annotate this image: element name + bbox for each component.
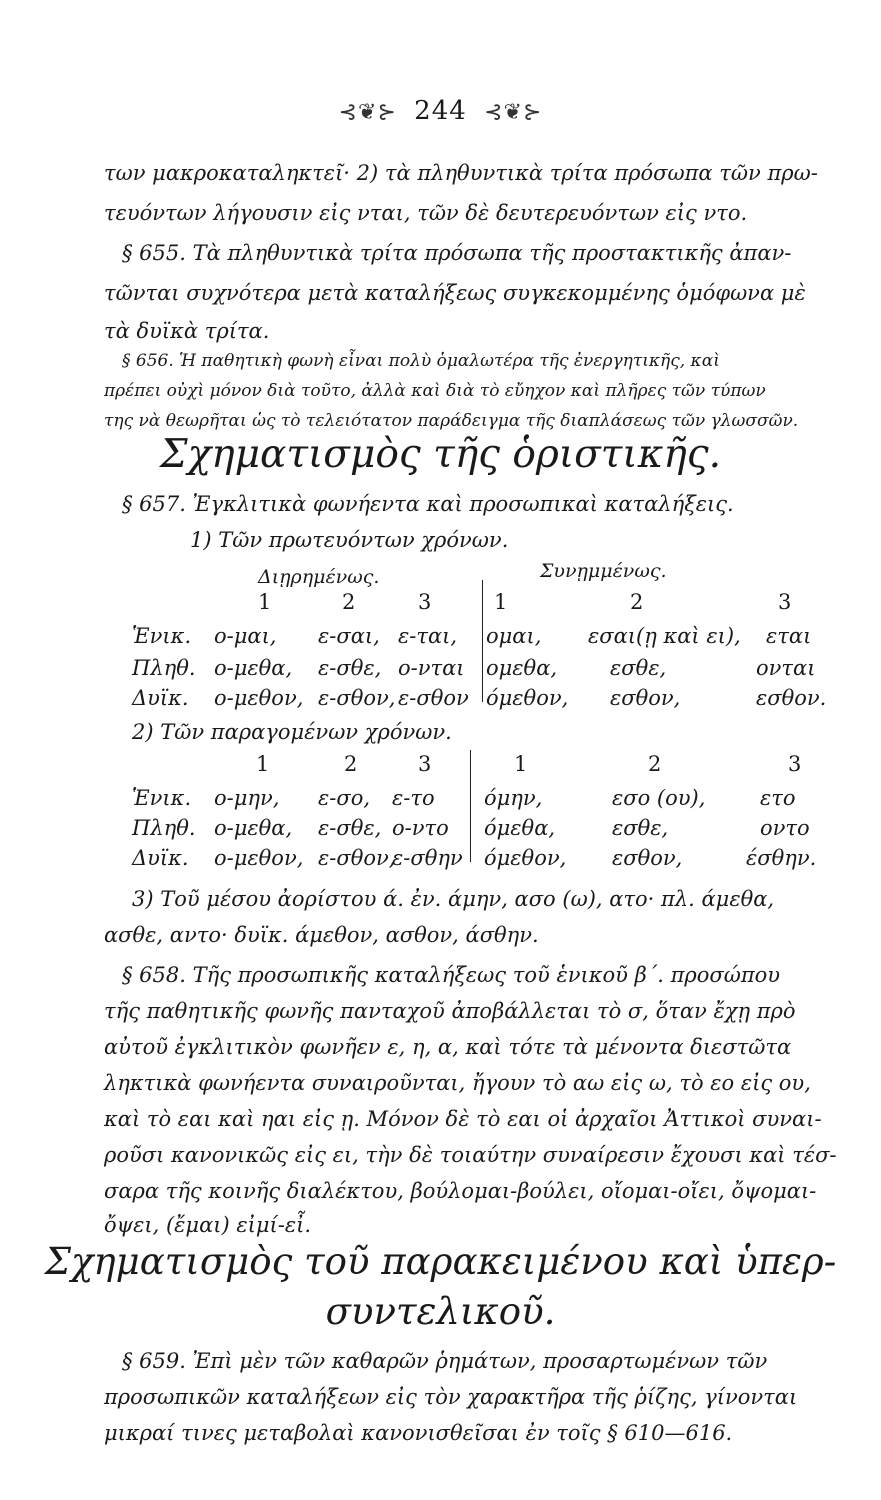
section-heading-perfect-cont: συντελικοῦ. [325,1290,556,1333]
table-cell: εσθον, [612,846,683,870]
person-number: 1 [514,752,528,776]
table-cell: ε-σθην [392,846,463,870]
table-cell: ο-μεθον, [214,686,304,710]
table-cell: εσθε, [612,816,669,840]
table-cell: εσθον. [756,686,827,710]
page-header [0,96,881,126]
column-header-separated: Διῃρημένως. [258,566,380,588]
person-number: 1 [258,590,272,614]
table-cell: όμεθα, [484,816,556,840]
subsection-secondary-tenses: 2) Τῶν παραγομένων χρόνων. [132,720,452,744]
row-label: Πληθ. [132,816,196,840]
body-line: τὰ δυϊκὰ τρίτα. [104,319,270,343]
paragraph-659: § 659. Ἐπὶ μὲν τῶν καθαρῶν ῥημάτων, προσαρτωμένων τῶν [122,1349,768,1373]
section-heading-indicative: Σχηματισμὸς τῆς ὁριστικῆς. [159,432,722,477]
table-cell: ο-μην, [214,786,280,810]
table-cell: ε-σθον [398,686,469,710]
body-line: μικραί τινες μεταβολαὶ κανονισθεῖσαι ἐν τοῖς § 610—616. [104,1421,733,1445]
row-label: Δυϊκ. [132,686,189,710]
table-cell: ο-μεθα, [214,816,293,840]
section-heading-perfect: Σχηματισμὸς τοῦ παρακειμένου καὶ ὑπερ- [44,1240,837,1283]
table-cell: όμεθον, [486,686,569,710]
body-line: καὶ τὸ εαι καὶ ηαι εἰς ῃ. Μόνον δὲ τὸ εαι οἱ ἀρχαῖοι Ἀττικοὶ συναι- [104,1107,822,1131]
person-number: 3 [778,590,792,614]
row-label: Δυϊκ. [132,846,189,870]
person-number: 3 [788,752,802,776]
table-cell: ε-ται, [398,624,458,648]
table-cell: ο-μεθα, [214,656,293,680]
body-line: ὄψει, (ἔμαι) εἰμί-εἶ. [104,1213,312,1237]
person-number: 1 [494,590,508,614]
table-cell: ε-σθε, [318,656,382,680]
row-label: Πληθ. [132,656,196,680]
table-cell: έσθην. [746,846,817,870]
body-line: ασθε, αντο· δυϊκ. άμεθον, ασθον, άσθην. [104,923,539,947]
column-header-contracted: Συνῃμμένως. [540,560,667,582]
paragraph-656: § 656. Ἡ παθητικὴ φωνὴ εἶναι πολὺ ὁμαλωτέρα τῆς ἐνεργητικῆς, καὶ [122,351,720,371]
table-cell: όμην, [484,786,543,810]
person-number: 2 [648,752,662,776]
table-cell: οντο [760,816,810,840]
body-line: τευόντων λήγουσιν εἰς νται, τῶν δὲ δευτερευόντων εἰς ντο. [104,201,748,225]
paragraph-655: § 655. Τὰ πληθυντικὰ τρίτα πρόσωπα τῆς προστακτικῆς ἀπαν- [122,241,792,265]
section-657: § 657. Ἐγκλιτικὰ φωνήεντα καὶ προσωπικαὶ καταλήξεις. [122,492,734,516]
body-line: τῆς παθητικῆς φωνῆς πανταχοῦ ἀποβάλλεται τὸ σ, ὅταν ἔχῃ πρὸ [104,999,796,1023]
table-cell: εσο (ου), [612,786,706,810]
body-line: αὐτοῦ ἐγκλιτικὸν φωνῆεν ε, η, α, καὶ τότε τὰ μένοντα διεστῶτα [104,1035,792,1059]
table-cell: ε-σαι, [318,624,380,648]
table-cell: ομαι, [486,624,542,648]
table-cell: ομεθα, [486,656,558,680]
table-cell: ε-σθον, [318,846,396,870]
person-number: 3 [418,752,432,776]
right-ornament-icon: ⊰❦⊱ [484,100,543,125]
aorist-line: 3) Τοῦ μέσου ἀορίστου ά. ἐν. άμην, ασο (ω), ατο· πλ. άμεθα, [132,887,775,911]
page-number: 244 [414,96,467,126]
body-line: τῶνται συχνότερα μετὰ καταλήξεως συγκεκομμένης ὁμόφωνα μὲ [104,281,806,305]
table-cell: ο-μεθον, [214,846,304,870]
body-line: ροῦσι κανονικῶς εἰς ει, τὴν δὲ τοιαύτην συναίρεσιν ἔχουσι καὶ τέσ- [104,1143,837,1167]
table-cell: εται [766,624,812,648]
person-number: 1 [256,752,270,776]
table-cell: εσθον, [610,686,681,710]
table-cell: όμεθον, [484,846,567,870]
table-divider [470,750,471,862]
subsection-primary-tenses: 1) Τῶν πρωτευόντων χρόνων. [190,528,509,552]
body-line: πρέπει οὐχὶ μόνον διὰ τοῦτο, ἀλλὰ καὶ διὰ τὸ εὔηχον καὶ πλῆρες τῶν τύπων [104,381,766,401]
person-number: 2 [344,752,358,776]
body-line: της νὰ θεωρῆται ὡς τὸ τελειότατον παράδειγμα τῆς διαπλάσεως τῶν γλωσσῶν. [104,411,799,431]
table-divider [482,580,483,702]
table-cell: ο-νται [398,656,465,680]
body-line: των μακροκαταληκτεῖ· 2) τὰ πληθυντικὰ τρίτα πρόσωπα τῶν πρω- [104,161,818,185]
table-cell: εσθε, [610,656,667,680]
person-number: 3 [418,590,432,614]
body-line: σαρα τῆς κοινῆς διαλέκτου, βούλομαι-βούλει, οἴομαι-οἴει, ὄψομαι- [104,1179,817,1203]
table-cell: ε-σο, [318,786,371,810]
paragraph-658: § 658. Τῆς προσωπικῆς καταλήξεως τοῦ ἑνικοῦ β΄. προσώπου [122,963,781,987]
row-label: Ἑνικ. [132,624,192,648]
person-number: 2 [630,590,644,614]
body-line: προσωπικῶν καταλήξεων εἰς τὸν χαρακτῆρα τῆς ῥίζης, γίνονται [104,1385,798,1409]
table-cell: ε-σθον, [318,686,396,710]
person-number: 2 [342,590,356,614]
row-label: Ἑνικ. [132,786,192,810]
table-cell: ο-ντο [392,816,449,840]
table-cell: ονται [756,656,816,680]
table-cell: ο-μαι, [214,624,277,648]
table-cell: ε-το [392,786,435,810]
body-line: ληκτικὰ φωνήεντα συναιροῦνται, ἤγουν τὸ αω εἰς ω, τὸ εο εἰς ου, [104,1071,811,1095]
left-ornament-icon: ⊰❦⊱ [338,100,397,125]
table-cell: ετο [760,786,796,810]
table-cell: εσαι(ῃ καὶ ει), [588,624,741,648]
table-cell: ε-σθε, [318,816,382,840]
